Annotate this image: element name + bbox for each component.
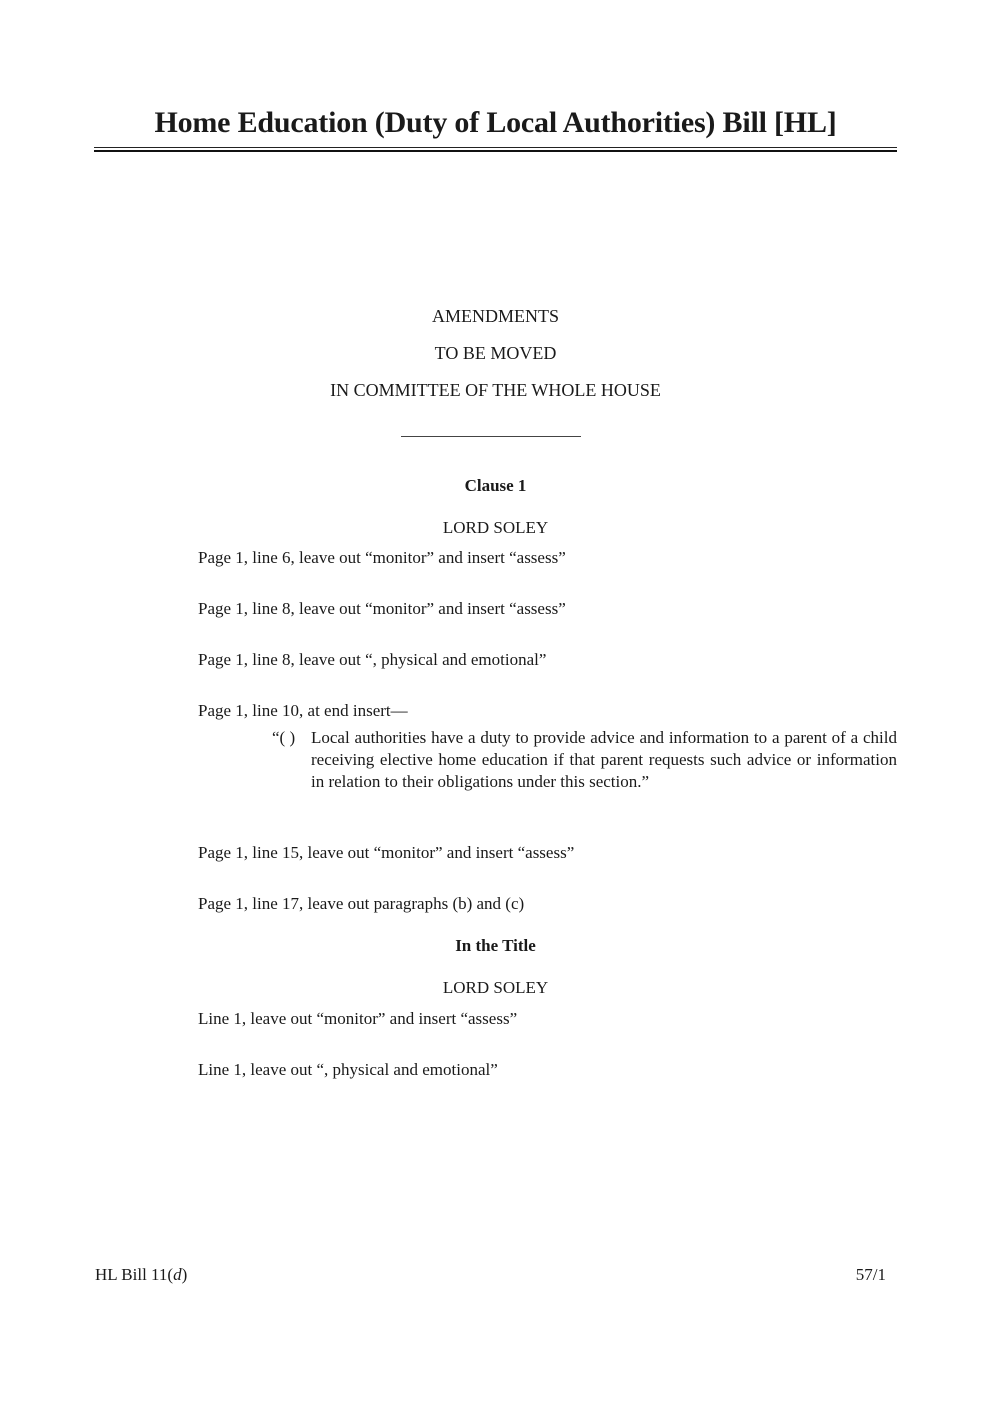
title-rule-thick <box>94 150 897 152</box>
document-title: Home Education (Duty of Local Authorities) Bill [HL] <box>154 106 837 139</box>
amendment-6: Page 1, line 17, leave out paragraphs (b) and (c) <box>198 894 525 913</box>
page-reference: 57/1 <box>855 1265 886 1284</box>
clause-heading: Clause 1 <box>464 476 527 495</box>
subsection-number: “( ) <box>272 728 296 747</box>
amendment-5: Page 1, line 15, leave out “monitor” and insert “assess” <box>198 843 575 862</box>
section-divider <box>401 436 581 437</box>
inserted-subsection <box>272 727 897 792</box>
amendment-2: Page 1, line 8, leave out “monitor” and insert “assess” <box>198 599 566 618</box>
mover-name: LORD SOLEY <box>442 978 549 997</box>
title-rule-thin <box>94 147 897 148</box>
amendment-3: Page 1, line 8, leave out “, physical and emotional” <box>198 650 547 669</box>
amendment-8: Line 1, leave out “, physical and emotional” <box>198 1060 498 1079</box>
title-heading: In the Title <box>455 936 536 955</box>
subsection-text: Local authorities have a duty to provide advice and information to a parent of a child receiving elective home education if that parent requests such advice or information in relation to their obligations under this section.” <box>311 728 897 791</box>
amendment-4: Page 1, line 10, at end insert— <box>198 701 408 720</box>
amendment-1: Page 1, line 6, leave out “monitor” and insert “assess” <box>198 548 566 567</box>
mover-name: LORD SOLEY <box>442 518 549 537</box>
preamble-line-2: TO BE MOVED <box>434 343 557 363</box>
bill-reference: HL Bill 11(d) <box>95 1265 188 1284</box>
amendment-7: Line 1, leave out “monitor” and insert “assess” <box>198 1009 518 1028</box>
preamble-line-1: AMENDMENTS <box>431 306 559 326</box>
preamble-line-3: IN COMMITTEE OF THE WHOLE HOUSE <box>330 380 661 400</box>
